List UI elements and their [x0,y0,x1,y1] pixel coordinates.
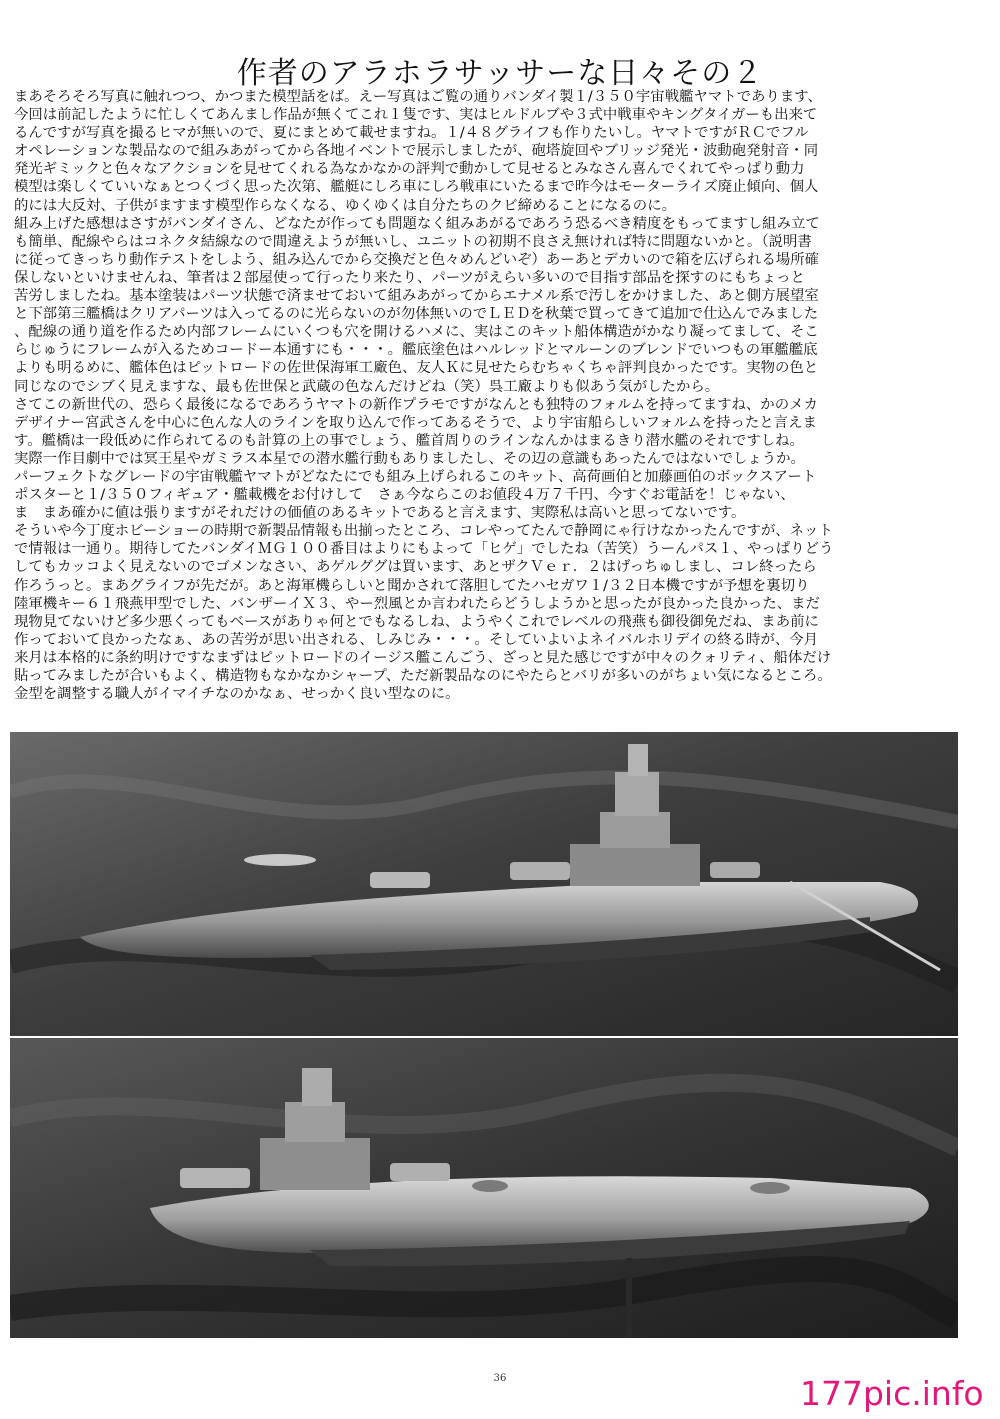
text-line: 今回は前記したように忙しくてあんまし作品が無くてこれ１隻です、実はヒルドルブや３式中戦車やキングタイガーも出来て [14,107,818,124]
text-line: そういや今丁度ホビーショーの時期で新製品情報も出揃ったところ、コレやってたんで静岡にゃ行けなかったんですが、ネット [14,523,833,540]
text-line: さてこの新世代の、恐らく最後になるであろうヤマトの新作プラモですがなんとも独特のフォルムを持ってますね、かのメカ [14,396,818,413]
text-line: す。艦橋は一段低めに作られてるのも計算の上の事でしょう、艦首周りのラインなんかはまるきり潜水艦のそれですしね。 [14,432,804,449]
text-line: してもカッコよく見えないのでゴメンなさい、あゲルググは買います、あとザクＶｅｒ．２はげっちゅしまし、コレ終ったら [14,559,817,576]
text-line: も簡単、配線やらはコネクタ結線なので間違えようが無いし、ユニットの初期不良さえ無ければ特に問題ないかと。（説明書 [14,233,812,250]
text-line: 金型を調整する職人がイマイチなのかなぁ、せっかく良い型なのに。 [14,686,460,703]
text-line: 的には大反対、子供がますます模型作らなくなる、ゆくゆくは自分たちのクビ締めることになるのに。 [14,197,676,214]
text-line: 、配線の通り道を作るため内部フレームにいくつも穴を開けるハメに、実はこのキット船体構造がかなり凝ってまして、そこ [14,324,819,341]
text-line: 現物見てないけど多少悪くってもベースがありゃ何とでもなるしね、ようやくこれでレベルの飛燕も御役御免だね、まあ前に [14,613,819,630]
text-line: 実際一作目劇中では冥王星やガミラス本星での潜水艦行動もありましたし、その辺の意識もあったんではないでしょうか。 [14,450,805,467]
battleship-model-photo-top [10,732,958,1036]
text-line: らじゅうにフレームが入るためコードー本通すにも・・・。艦底塗色はハルレッドとマルーンのブレンドでいつもの軍艦艦底 [14,342,818,359]
text-line: ポスターと１/３５０フィギュア・艦載機をお付けして さぁ今ならこのお値段４万７千円、今すぐお電話を！じゃない、 [14,487,795,504]
page-number: 36 [493,1373,507,1384]
text-line: 模型は楽しくていいなぁとつくづく思った次第、艦艇にしろ車にしろ戦車にいたるまで昨今はモーターライズ廃止傾向、個人 [14,179,819,196]
text-line: 陸軍機キー６１飛燕甲型でした、バンザーイＸ３、やー烈風とか言われたらどうしようかと思ったが良かった良かった、まだ [14,595,820,612]
text-line: 同じなのでシブく見えますな、最も佐世保と武蔵の色なんだけどね（笑）呉工廠よりも似あう気がしたから。 [14,378,720,395]
battleship-model-photo-bottom [10,1038,958,1338]
text-line: 作っておいて良かったなぁ、あの苦労が思い出される、しみじみ・・・。そしていよいよネイバルホリデイの終る時が、今月 [14,631,819,648]
text-line: るんですが写真を撮るヒマが無いので、夏にまとめて載せますね。１/４８グライフも作りたいし。ヤマトですがＲＣでフル [14,125,809,142]
article-body [14,88,986,703]
page-title: 作者のアラホラサッサーな日々その２ [236,56,764,91]
text-line: オペレーションな製品なので組みあがってから各地イベントで展示しましたが、砲塔旋回やブリッジ発光・波動砲発射音・同 [14,143,819,160]
text-line: で情報は一通り。期待してたバンダイＭＧ１００番目はよりにもよって「ヒゲ」でしたね（苦笑）うーんパス１、やっぱりどう [14,541,834,558]
text-line: に従ってきっちり動作テストをしよう、組み込んでから交換だと色々めんどいぞ）あーあとデカいので箱を広げられる場所確 [14,251,820,268]
text-line: と下部第三艦橋はクリアパーツは入ってるのに光らないのが勿体無いのでＬＥＤを秋葉で買ってきて追加で仕込んでみました [14,306,819,323]
text-line: パーフェクトなグレードの宇宙戦艦ヤマトがどなたにでも組み上げられるこのキット、高荷画伯と加藤画伯のボックスアート [14,468,817,485]
site-watermark[interactable]: 177pic.info [800,1374,984,1413]
text-line: ま まあ確かに値は張りますがそれだけの価値のあるキットであると言えます、実際私は高いと思ってないです。 [14,505,746,522]
text-line: 組み上げた感想はさすがバンダイさん、どなたが作っても問題なく組みあがるであろう恐るべき精度をもってますし組み立て [14,215,820,232]
text-line: 保しないといけませんね、筆者は２部屋使って行ったり来たり、パーツがえらい多いので目指す部品を探すのにもちょっと [14,269,805,286]
text-line: 来月は本格的に条約明けですなまずはピットロードのイージス艦こんごう、ざっと見た感じですが中々のクォリティ、船体だけ [14,649,832,666]
text-line: 作ろうっと。まあグライフが先だが。あと海軍機らしいと聞かされて落胆してたハセガワ１/３２日本機ですが予想を裏切り [14,577,810,594]
text-line: まあそろそろ写真に触れつつ、かつまた模型話をば。えー写真はご覧の通りバンダイ製１/３５０宇宙戦艦ヤマトであります、 [14,89,822,105]
text-line: 貼ってみましたが合いもよく、構造物もなかなかシャープ、ただ新製品なのにやたらとバリが多いのがちょい気になるところ。 [14,668,832,684]
text-line: 発光ギミックと色々なアクションを見せてくれる為なかなかの評判で動かして見せるとみなさん喜んでくれてやっぱり動力 [14,161,805,178]
text-line: 苦労しましたね。基本塗装はパーツ状態で済ませておいて組みあがってからエナメル系で汚しをかけました、あと側方展望室 [14,288,819,305]
text-line: よりも明るめに、艦体色はピットロードの佐世保海軍工廠色、友人Ｋに見せたらむちゃくちゃ評判良かったです。実物の色と [14,360,819,377]
text-line: デザイナー宮武さんを中心に色んな人のラインを取り込んで作ってあるそうで、より宇宙船らしいフォルムを持ったと言えま [14,414,817,431]
